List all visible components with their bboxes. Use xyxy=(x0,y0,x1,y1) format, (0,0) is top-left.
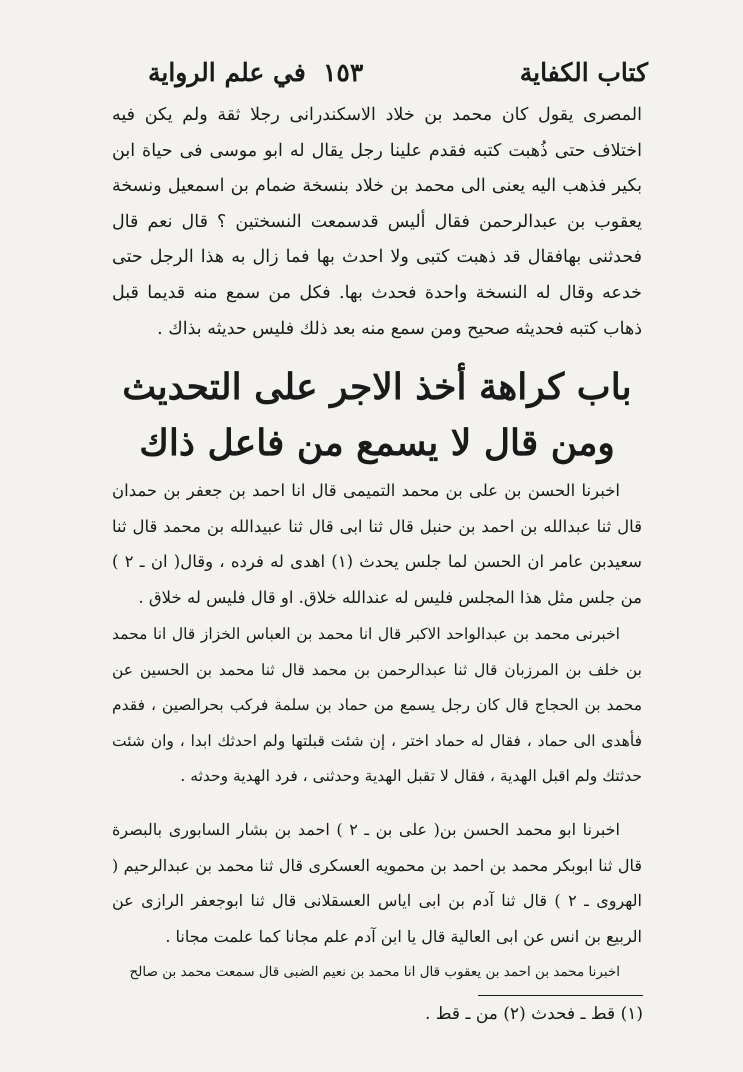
paragraph-3: اخبرنى محمد بن عبدالواحد الاكبر قال انا محمد بن العباس الخزاز قال انا محمد بن خلف بن المرزبان قال ثنا عبدالرحمن بن محمد قال ثنا محمد بن الحسين عن محمد بن الحجاج قال كان رجل يسمع من حماد بن سلمة فركب بحرالصين ، فقدم فأهدى الى حماد ، فقال له حماد اختر ، إن شئت قبلتها ولم احدثك ابدا ، وان شئت حدثتك ولم اقبل الهدية ، فقال لا تقبل الهدية وحدثنى ، فرد الهدية وحدثه . xyxy=(112,625,642,786)
section-title: في علم الرواية xyxy=(148,58,306,87)
paragraph-4: اخبرنا ابو محمد الحسن بن( على بن ـ ٢ ) احمد بن بشار السابورى بالبصرة قال ثنا ابوبكر محمد بن احمد بن محمويه العسكرى قال ثنا محمد بن عبدالرحيم ( الهروى ـ ٢ ) قال ثنا آدم بن ابى اياس العسقلانى قال ثنا ابوجعفر الرازى عن الربيع بن انس عن ابى العالية قال يا ابن آدم علم مجانا كما علمت مجانا . xyxy=(112,820,643,946)
page-number: ١٥٣ xyxy=(323,58,364,87)
paragraph-1: المصرى يقول كان محمد بن خلاد الاسكندرانى رجلا ثقة ولم يكن فيه اختلاف حتى ذُهبت كتبه فقدم علينا رجل يقال له ابو موسى فى حياة ابن بكير فذهب اليه يعنى الى محمد بن خلاد بنسخة ضمام بن اسمعيل ونسخة يعقوب بن عبدالرحمن فقال أليس قدسمعت النسختين ؟ قال نعم قال فحدثنى بهافقال قد ذهبت كتبى ولا احدث بها فما زال به هذا الرجل حتى خدعه وقال له النسخة واحدة فحدث بها. فكل من سمع منه قديما قبل ذهاب كتبه فحديثه صحيح ومن سمع منه بعد ذلك فليس حديثه بذاك . xyxy=(112,105,642,339)
footnotes: (١) قط ـ فحدث (٢) من ـ قط . xyxy=(424,1004,643,1024)
chapter-heading-line-2: ومن قال لا يسمع من فاعل ذاك xyxy=(139,422,615,464)
paragraph-5: اخبرنا محمد بن احمد بن يعقوب قال انا محمد بن نعيم الضبى قال سمعت محمد بن صالح xyxy=(129,964,620,980)
page-header xyxy=(108,58,648,98)
book-title: كتاب الكفاية xyxy=(519,58,648,87)
chapter-heading-line-1: باب كراهة أخذ الاجر على التحديث xyxy=(122,366,632,408)
paragraph-2: اخبرنا الحسن بن على بن محمد التميمى قال انا احمد بن جعفر بن حمدان قال ثنا عبدالله بن احمد بن حنبل قال ثنا ابى قال ثنا عبيدالله بن محمد قال ثنا سعيدبن عامر ان الحسن لما جلس يحدث (١) اهدى له فرده ، وقال( ان ـ ٢ ) من جلس مثل هذا المجلس فليس له عندالله خلاق. او قال فليس له خلاق . xyxy=(112,481,642,607)
footnote-divider xyxy=(478,995,643,996)
